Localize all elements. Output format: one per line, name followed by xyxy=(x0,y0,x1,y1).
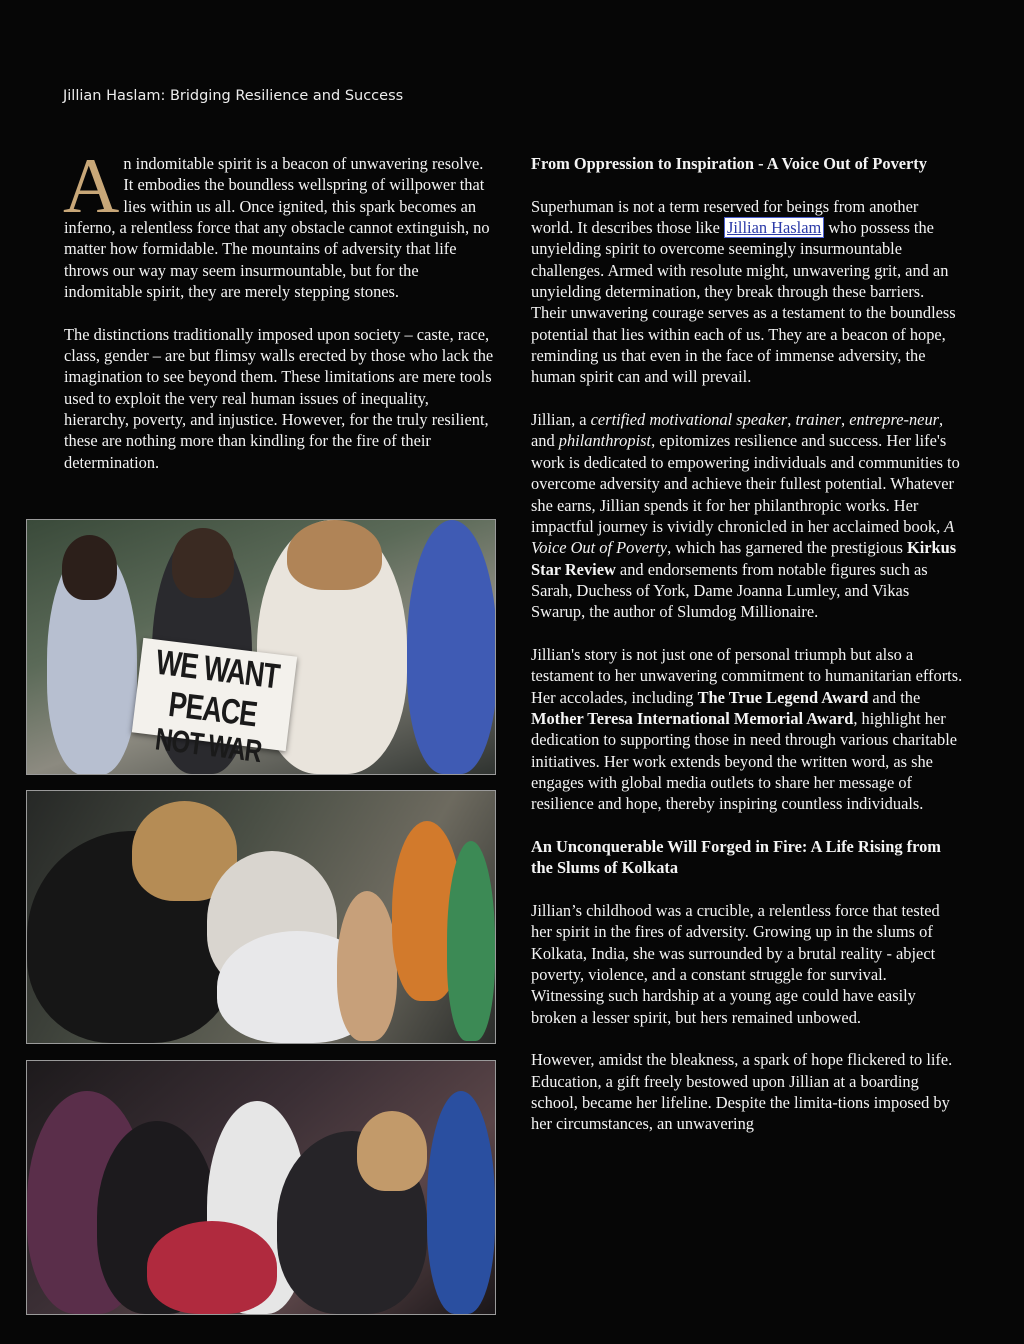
photo-crowd-girls xyxy=(26,1060,496,1315)
paragraph-jillian-roles: Jillian, a certified motivational speaker, trainer, entrepre-neur, and philanthropist, epitomizes resilience and success. Her life's work is dedicated to empowering individuals and communities to overcome adversity and achieve their fullest potential. Whatever she earns, Jillian spends it for her philanthropic works. Her impactful journey is vividly chronicled in her acclaimed book, A Voice Out of Poverty, which has garnered the prestigious Kirkus Star Review and endorsements from notable figures such as Sarah, Duchess of York, Dame Joanna Lumley, and Vikas Swarup, the author of Slumdog Millionaire. xyxy=(531,410,960,622)
paragraph-education: However, amidst the bleakness, a spark of hope flickered to life. Education, a gift freely bestowed upon Jillian at a boarding school, became her lifeline. Despite the limita-tions imposed by her circumstances, an unwavering xyxy=(531,1050,953,1134)
intro-paragraph: An indomitable spirit is a beacon of unwavering resolve. It embodies the boundless wellspring of willpower that lies within us all. Once ignited, this spark becomes an inferno, a relentless force that any obstacle cannot extinguish, no matter how formidable. The mountains of adversity that life throws our way may seem insurmountable, but for the indomitable spirit, they are merely stepping stones. xyxy=(63,142,490,302)
right-column xyxy=(531,153,963,1156)
peace-sign: WE WANT PEACE NOT WAR xyxy=(132,638,297,751)
section-heading-kolkata: An Unconquerable Will Forged in Fire: A Life Rising from the Slums of Kolkata xyxy=(531,837,941,878)
paragraph-superhuman: Superhuman is not a term reserved for beings from another world. It describes those like Jillian Haslam who possess the unyielding spirit to overcome seemingly insurmountable challenges. Armed with resolute might, unwavering grit, and an unyielding determination, they break through these barriers. Their unwavering courage serves as a testament to the boundless potential that lies within each of us. They are a beacon of hope, reminding us that even in the face of immense adversity, the human spirit can and will prevail. xyxy=(531,196,956,387)
drop-cap: A xyxy=(63,142,120,229)
section-heading-oppression: From Oppression to Inspiration - A Voice Out of Poverty xyxy=(531,154,927,173)
photo-kiss-elder xyxy=(26,790,496,1044)
left-column xyxy=(63,142,494,495)
running-head: Jillian Haslam: Bridging Resilience and Success xyxy=(63,88,404,104)
paragraph-childhood: Jillian’s childhood was a crucible, a relentless force that tested her spirit in the fires of adversity. Growing up in the slums of Kolkata, India, she was surrounded by a brutal reality - abject poverty, violence, and a constant struggle for survival. Witnessing such hardship at a young age could have easily broken a lesser spirit, but hers remained unbowed. xyxy=(531,901,940,1027)
jillian-haslam-link[interactable]: Jillian Haslam xyxy=(724,217,824,238)
paragraph-distinctions: The distinctions traditionally imposed upon society – caste, race, class, gender – are but flimsy walls erected by those who lack the imagination to see beyond them. These limitations are mere tools used to exploit the very real human issues of inequality, hierarchy, poverty, and injustice. However, for the truly resilient, these are nothing more than kindling for the fire of their determination. xyxy=(64,324,494,472)
paragraph-accolades: Jillian's story is not just one of personal triumph but also a testament to her unwavering commitment to humanitarian efforts. Her accolades, including The True Legend Award and the Mother Teresa International Memorial Award, highlight her dedication to supporting those in need through various charitable initiatives. Her work extends beyond the written word, as she engages with global media outlets to share her message of resilience and hope, thereby inspiring countless individuals. xyxy=(531,644,963,814)
